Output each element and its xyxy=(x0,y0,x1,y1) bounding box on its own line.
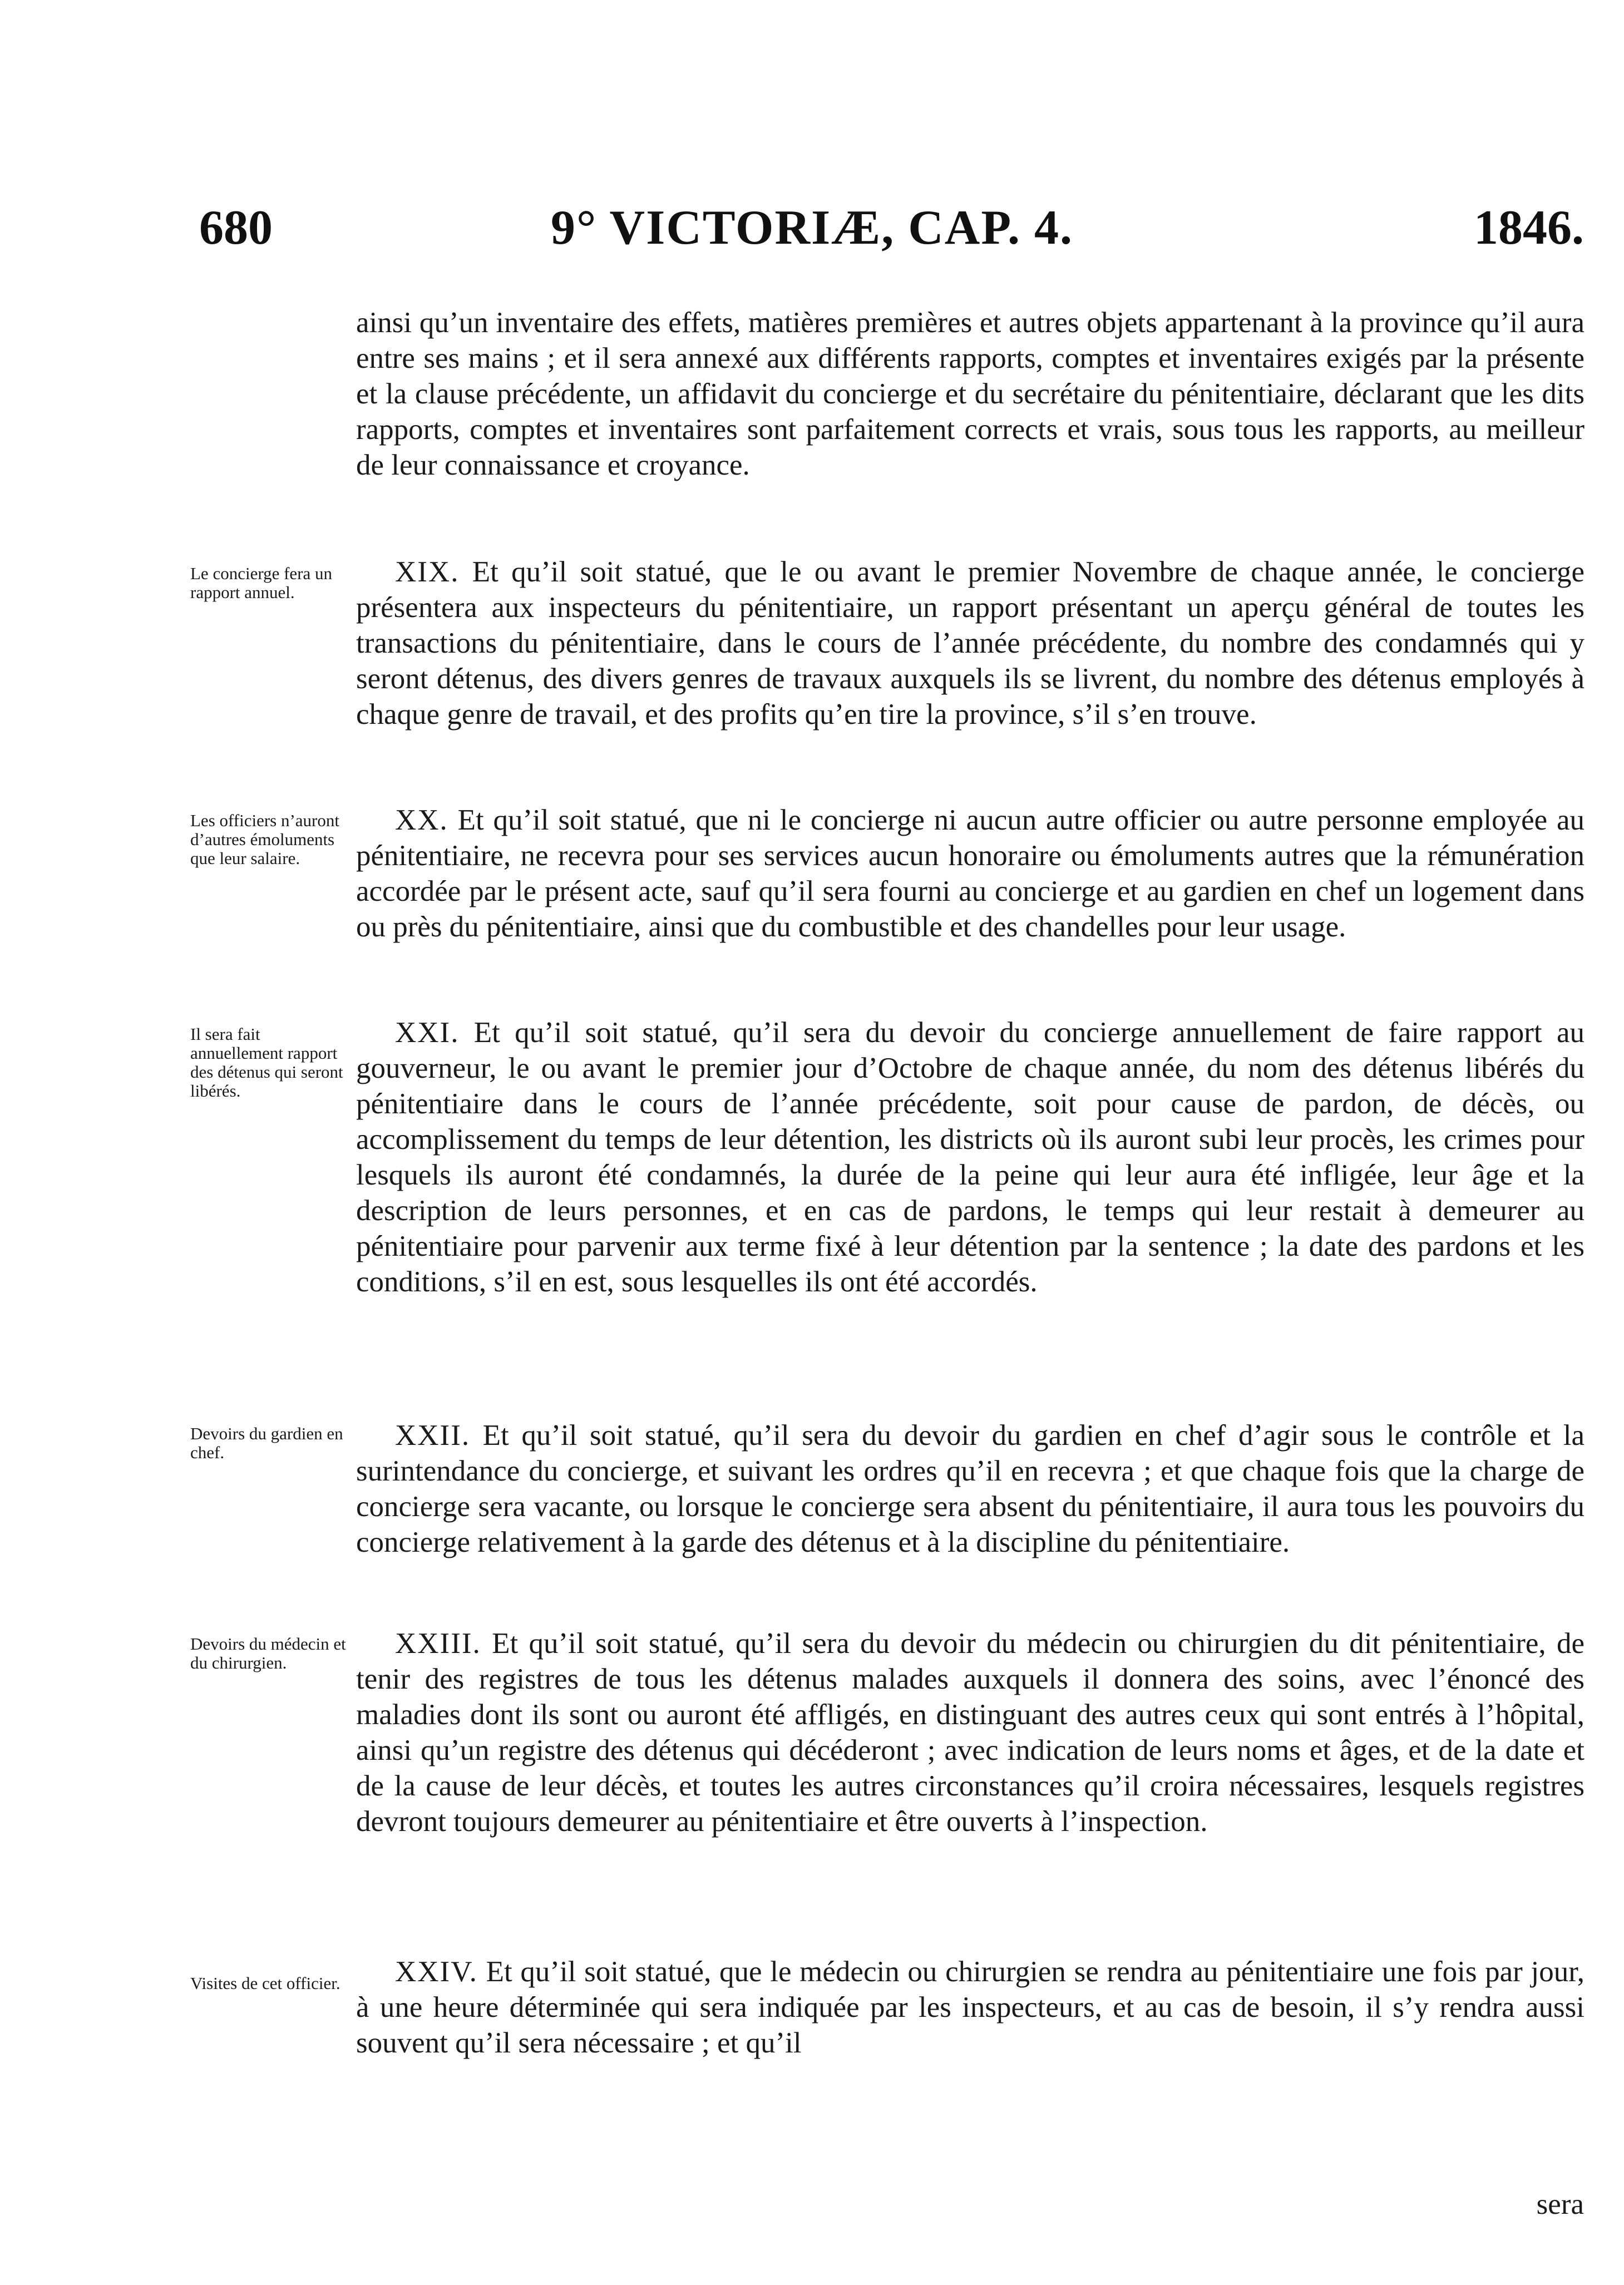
section-numeral: XXIV. xyxy=(395,1956,478,1988)
section-numeral: XX. xyxy=(395,804,448,836)
section-text: Et qu’il soit statué, que le médecin ou chirurgien se rendra au pénitentiaire une fois par jour, à une heure déterminée qui sera indiquée par les inspecteurs, et au cas de besoin, il s’y rendra aussi souvent qu’il sera nécessaire ; et qu’il xyxy=(356,1956,1585,2059)
section-text: Et qu’il soit statué, que le ou avant le premier Novembre de chaque année, le concierge présentera aux inspecteurs du pénitentiaire, un rapport présentant un aperçu général de toutes les transactions du pénitentiaire, dans le cours de l’année précédente, du nombre des condamnés qui y seront détenus, des divers genres de travaux auxquels ils se livrent, du nombre des détenus employés à chaque genre de travail, et des profits qu’en tire la province, s’il s’en trouve. xyxy=(356,556,1584,731)
section-xxi xyxy=(356,1015,1584,1300)
section-text: Et qu’il soit statué, qu’il sera du devoir du concierge annuellement de faire rapport au gouverneur, le ou avant le premier jour d’Octobre de chaque année, du nom des détenus libérés du pénitentiaire dans le cours de l’année précédente, soit pour cause de pardon, de décès, ou accomplissement du temps de leur détention, les districts où ils auront subi leur procès, les crimes pour lesquels ils auront été condamnés, la durée de la peine qui leur aura été infligée, leur âge et la description de leurs personnes, et en cas de pardons, le temps qui leur restait à demeurer au pénitentiaire pour parvenir aux terme fixé à leur détention par la sentence ; la date des pardons et les conditions, s’il en est, sous lesquelles ils ont été accordés. xyxy=(356,1016,1584,1298)
margin-note-xx: Les officiers n’auront d’autres émoluments que leur salaire. xyxy=(190,811,339,868)
section-xxii xyxy=(356,1418,1584,1560)
margin-note-xxii: Devoirs du gardien en chef. xyxy=(190,1424,343,1462)
section-text: Et qu’il soit statué, qu’il sera du devoir du médecin ou chirurgien du dit pénitentiaire, de tenir des registres de tous les détenus malades auxquels il donnera des soins, avec l’énoncé des maladies dont ils sont ou auront été affligés, en distinguant des autres ceux qui sont entrés à l’hôpital, ainsi qu’un registre des détenus qui décéderont ; avec indication de leurs noms et âges, et de la date et de la cause de leur décès, et toutes les autres circonstances qu’il croira nécessaires, lesquels registres devront toujours demeurer au pénitentiaire et être ouverts à l’inspection. xyxy=(356,1627,1584,1838)
section-numeral: XXII. xyxy=(395,1419,471,1452)
margin-note-xxi: Il sera fait annuellement rapport des détenus qui seront libérés. xyxy=(190,1024,343,1100)
margin-note-xix: Le concierge fera un rapport annuel. xyxy=(190,564,333,602)
section-xxiii xyxy=(356,1626,1584,1839)
margin-note-xxiii: Devoirs du médecin et du chirurgien. xyxy=(190,1634,346,1672)
section-numeral: XXIII. xyxy=(395,1627,481,1660)
section-numeral: XIX. xyxy=(395,556,460,588)
catchword: sera xyxy=(1536,2188,1584,2220)
page-number: 680 xyxy=(199,201,273,255)
section-xx xyxy=(356,802,1584,945)
margin-note-xxiv: Visites de cet officier. xyxy=(190,1973,340,1993)
section-xix xyxy=(356,554,1584,732)
running-title: 9° VICTORIÆ, CAP. 4. xyxy=(550,201,1074,255)
running-year: 1846. xyxy=(1474,201,1584,255)
section-text: Et qu’il soit statué, qu’il sera du devoir du gardien en chef d’agir sous le contrôle et la surintendance du concierge, et suivant les ordres qu’il en recevra ; et que chaque fois que la charge de concierge sera vacante, ou lorsque le concierge sera absent du pénitentiaire, il aura tous les pouvoirs du concierge relativement à la garde des détenus et à la discipline du pénitentiaire. xyxy=(356,1419,1584,1558)
section-numeral: XXI. xyxy=(395,1016,460,1049)
section-text: Et qu’il soit statué, que ni le concierge ni aucun autre officier ou autre personne employée au pénitentiaire, ne recevra pour ses services aucun honoraire ou émoluments autres que la rémunération accordée par le présent acte, sauf qu’il sera fourni au concierge et au gardien en chef un logement dans ou près du pénitentiaire, ainsi que du combustible et des chandelles pour leur usage. xyxy=(356,804,1584,943)
continuation-paragraph xyxy=(356,305,1584,483)
section-xxiv xyxy=(356,1954,1584,2061)
continuation-text: ainsi qu’un inventaire des effets, matières premières et autres objets appartenant à la province qu’il aura entre ses mains ; et il sera annexé aux différents rapports, comptes et inventaires exigés par la présente et la clause précédente, un affidavit du concierge et du secrétaire du pénitentiaire, déclarant que les dits rapports, comptes et inventaires sont parfaitement corrects et vrais, sous tous les rapports, au meilleur de leur connaissance et croyance. xyxy=(356,307,1584,481)
